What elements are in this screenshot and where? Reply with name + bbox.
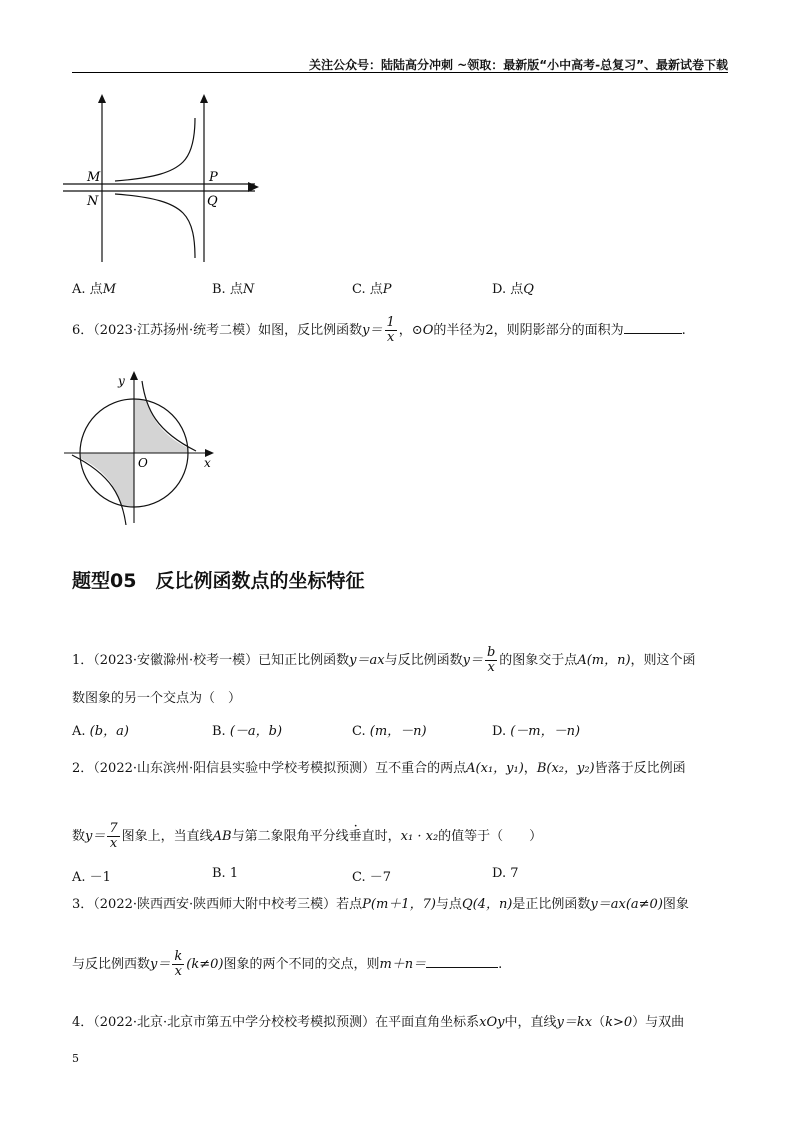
answer-blank-q6[interactable] — [624, 321, 682, 334]
figure-circle-hyperbola — [60, 365, 230, 525]
problem-3-line-1: 3．（2022·陕西西安·陕西师大附中校考三模）若点P(m＋1，7)与点Q(4，n)是正比例函数y＝ax(a≠0)图象 — [72, 897, 689, 912]
p1-option-d[interactable]: D. (－m，－n) — [492, 724, 581, 739]
problem-2-line-2: 数y＝ $\frac{7}{x}$ 图象上，当直线AB与第二象限角平分线垂直时，x₁ · x₂的值等于（ ） — [72, 821, 543, 851]
emphasis-dotted-text: 垂直 — [348, 829, 375, 844]
fraction-1-over-x: $\frac{1}{x}$ — [386, 315, 395, 345]
page-header: 关注公众号：陆陆高分冲刺 ~领取：最新版“小中高考-总复习”、最新试卷下载 — [309, 58, 728, 72]
lower-curve — [115, 194, 195, 258]
p1-option-c[interactable]: C. (m，－n) — [352, 724, 427, 739]
p2-option-d[interactable]: D. 7 — [492, 866, 519, 881]
label-q: Q — [207, 194, 218, 209]
fraction-b-over-x: $\frac{b}{x}$ — [486, 645, 496, 675]
p2-option-a[interactable]: A. －1 — [72, 870, 111, 885]
q5-option-b[interactable]: B. 点N — [212, 282, 255, 297]
question-6: 6．（2023·江苏扬州·统考二模）如图，反比例函数y＝ $\frac{1}{x}$ ，⊙O的半径为2，则阴影部分的面积为 . — [72, 315, 686, 345]
arrow-up-left-icon — [98, 94, 106, 103]
label-m: M — [87, 170, 101, 185]
problem-4-line-1: 4．（2022·北京·北京市第五中学分校校考模拟预测）在平面直角坐标系xOy中，直线y＝kx（k>0）与双曲 — [72, 1015, 685, 1030]
answer-blank-p3[interactable] — [426, 955, 498, 968]
p1-option-b[interactable]: B. (－a，b) — [212, 724, 283, 739]
problem-1-line-2: 数图象的另一个交点为（ ） — [72, 691, 242, 706]
problem-2-line-1: 2．（2022·山东滨州·阳信县实验中学校考模拟预测）互不重合的两点A(x₁，y₁)，B(x₂，y₂)皆落于反比例函 — [72, 761, 686, 776]
figure-curves-mnpq — [55, 90, 275, 270]
p2-option-c[interactable]: C. －7 — [352, 870, 392, 885]
label-o: O — [138, 456, 148, 470]
p2-option-b[interactable]: B. 1 — [212, 866, 239, 881]
q5-option-d[interactable]: D. 点Q — [492, 282, 534, 297]
y-axis-arrow-icon — [130, 371, 138, 380]
q5-option-a[interactable]: A. 点M — [72, 282, 116, 297]
label-x: x — [204, 456, 211, 470]
fraction-k-over-x: $\frac{k}{x}$ — [174, 949, 183, 979]
section-title: 题型05 反比例函数点的坐标特征 — [72, 570, 365, 592]
q5-option-c[interactable]: C. 点P — [352, 282, 392, 297]
label-p: P — [209, 170, 218, 185]
arrow-up-right-icon — [200, 94, 208, 103]
header-divider — [72, 72, 728, 73]
problem-3-line-2: 与反比例西数y＝ $\frac{k}{x}$ (k≠0)图象的两个不同的交点，则m＋n＝ . — [72, 949, 503, 979]
fraction-7-over-x: $\frac{7}{x}$ — [109, 821, 118, 851]
p1-option-a[interactable]: A. (b，a) — [72, 724, 129, 739]
problem-1-line-1: 1．（2023·安徽滁州·校考一模）已知正比例函数y＝ax与反比例函数y＝ $\frac{b}{x}$ 的图象交于点A(m，n)，则这个函 — [72, 645, 696, 675]
upper-curve — [115, 118, 195, 181]
label-n: N — [87, 194, 99, 209]
label-y: y — [118, 374, 125, 388]
page-number: 5 — [72, 1052, 79, 1065]
